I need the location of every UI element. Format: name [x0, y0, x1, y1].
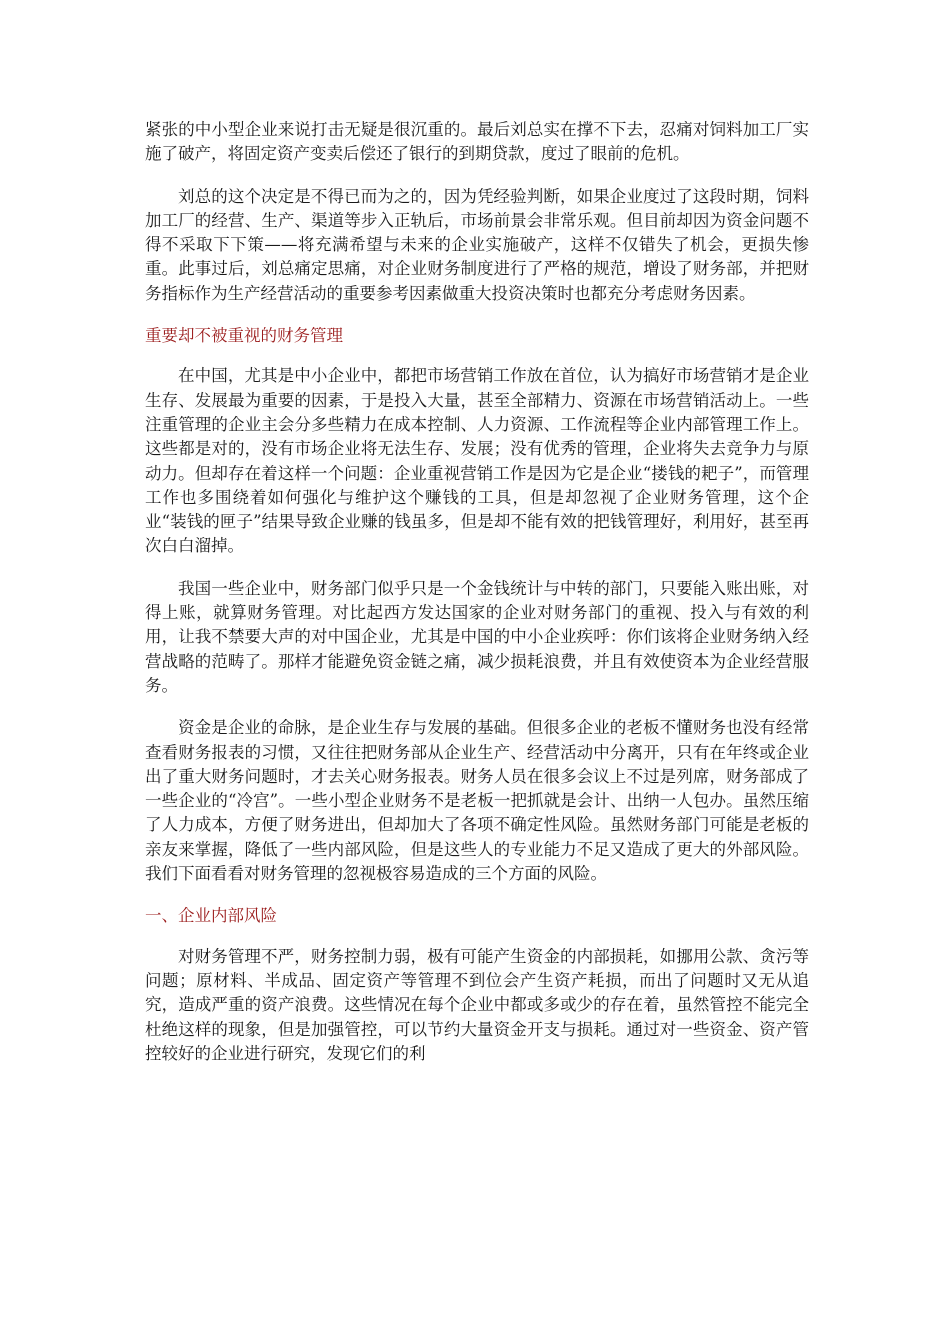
- paragraph-marketing-focus: 在中国，尤其是中小企业中，都把市场营销工作放在首位，认为搞好市场营销才是企业生存、发展最为重要的因素，于是投入大量，甚至全部精力、资源在市场营销活动上。一些注重管理的企业主会分多些精力在成本控制、人力资源、工作流程等企业内部管理工作上。这些都是对的，没有市场企业将无法生存、发展；没有优秀的管理，企业将失去竞争力与原动力。但却存在着这样一个问题：企业重视营销工作是因为它是企业“搂钱的耙子”，而管理工作也多围绕着如何强化与维护这个赚钱的工具，但是却忽视了企业财务管理，这个企业“装钱的匣子”结果导致企业赚的钱虽多，但是却不能有效的把钱管理好，利用好，甚至再次白白溜掉。: [145, 366, 809, 556]
- paragraph-decision: 刘总的这个决定是不得已而为之的，因为凭经验判断，如果企业度过了这段时期，饲料加工厂的经营、生产、渠道等步入正轨后，市场前景会非常乐观。但目前却因为资金问题不得不采取下下策——将充满希望与未来的企业实施破产，这样不仅错失了机会，更损失惨重。此事过后，刘总痛定思痛，对企业财务制度进行了严格的规范，增设了财务部，并把财务指标作为生产经营活动的重要参考因素做重大投资决策时也都充分考虑财务因素。: [145, 186, 809, 303]
- paragraph-continuation: 紧张的中小型企业来说打击无疑是很沉重的。最后刘总实在撑不下去，忍痛对饲料加工厂实施了破产，将固定资产变卖后偿还了银行的到期贷款，度过了眼前的危机。: [145, 120, 809, 164]
- paragraph-internal-risk: 对财务管理不严，财务控制力弱，极有可能产生资金的内部损耗，如挪用公款、贪污等问题；原材料、半成品、固定资产等管理不到位会产生资产耗损，而出了问题时又无从追究，造成严重的资产浪费。这些情况在每个企业中都或多或少的存在着，虽然管控不能完全杜绝这样的现象，但是加强管控，可以节约大量资金开支与损耗。通过对一些资金、资产管控较好的企业进行研究，发现它们的利: [145, 946, 809, 1063]
- document-page: [145, 118, 809, 1084]
- section-heading-internal-risk: 一、企业内部风险: [145, 906, 277, 926]
- paragraph-finance-department: 我国一些企业中，财务部门似乎只是一个金钱统计与中转的部门，只要能入账出账，对得上账，就算财务管理。对比起西方发达国家的企业对财务部门的重视、投入与有效的利用，让我不禁要大声的对中国企业，尤其是中国的中小企业疾呼：你们该将企业财务纳入经营战略的范畴了。那样才能避免资金链之痛，减少损耗浪费，并且有效使资本为企业经营服务。: [145, 578, 809, 695]
- paragraph-capital-lifeline: 资金是企业的命脉，是企业生存与发展的基础。但很多企业的老板不懂财务也没有经常查看财务报表的习惯，又往往把财务部从企业生产、经营活动中分离开，只有在年终或企业出了重大财务问题时，才去关心财务报表。财务人员在很多会议上不过是列席，财务部成了一些企业的“冷宫”。一些小型企业财务不是老板一把抓就是会计、出纳一人包办。虽然压缩了人力成本，方便了财务进出，但却加大了各项不确定性风险。虽然财务部门可能是老板的亲友来掌握，降低了一些内部风险，但是这些人的专业能力不足又造成了更大的外部风险。我们下面看看对财务管理的忽视极容易造成的三个方面的风险。: [145, 718, 809, 884]
- section-heading-finance-management: 重要却不被重视的财务管理: [145, 326, 343, 346]
